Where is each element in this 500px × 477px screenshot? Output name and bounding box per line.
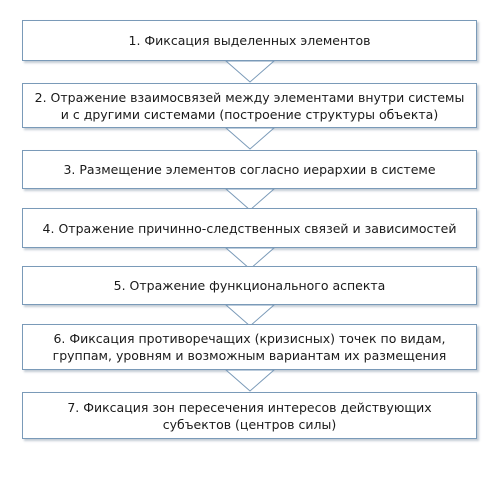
step-3-box [22,150,477,189]
step-7-box [22,392,477,439]
arrow-down-icon [0,128,500,150]
step-3-label: 3. Размещение элементов согласно иерархии в системе [63,162,436,177]
step-5-box [22,266,477,305]
step-2-label: 2. Отражение взаимосвязей между элементами внутри системы и с другими системами (построение структуры объекта) [34,89,465,122]
step-4-box [22,208,477,248]
arrow-down-icon [0,370,500,392]
step-7-label: 7. Фиксация зон пересечения интересов действующих субъектов (центров силы) [67,399,432,432]
arrow-down-icon [0,61,500,83]
step-5-label: 5. Отражение функционального аспекта [113,278,386,293]
step-6-box [22,324,477,370]
step-2-box [22,83,477,128]
step-1-box [22,20,477,61]
step-4-label: 4. Отражение причинно-следственных связей и зависимостей [42,220,457,236]
step-6-label: 6. Фиксация противоречащих (кризисных) точек по видам, группам, уровням и возможным вариантам их размещения [52,331,447,363]
step-1-label: 1. Фиксация выделенных элементов [128,33,371,48]
